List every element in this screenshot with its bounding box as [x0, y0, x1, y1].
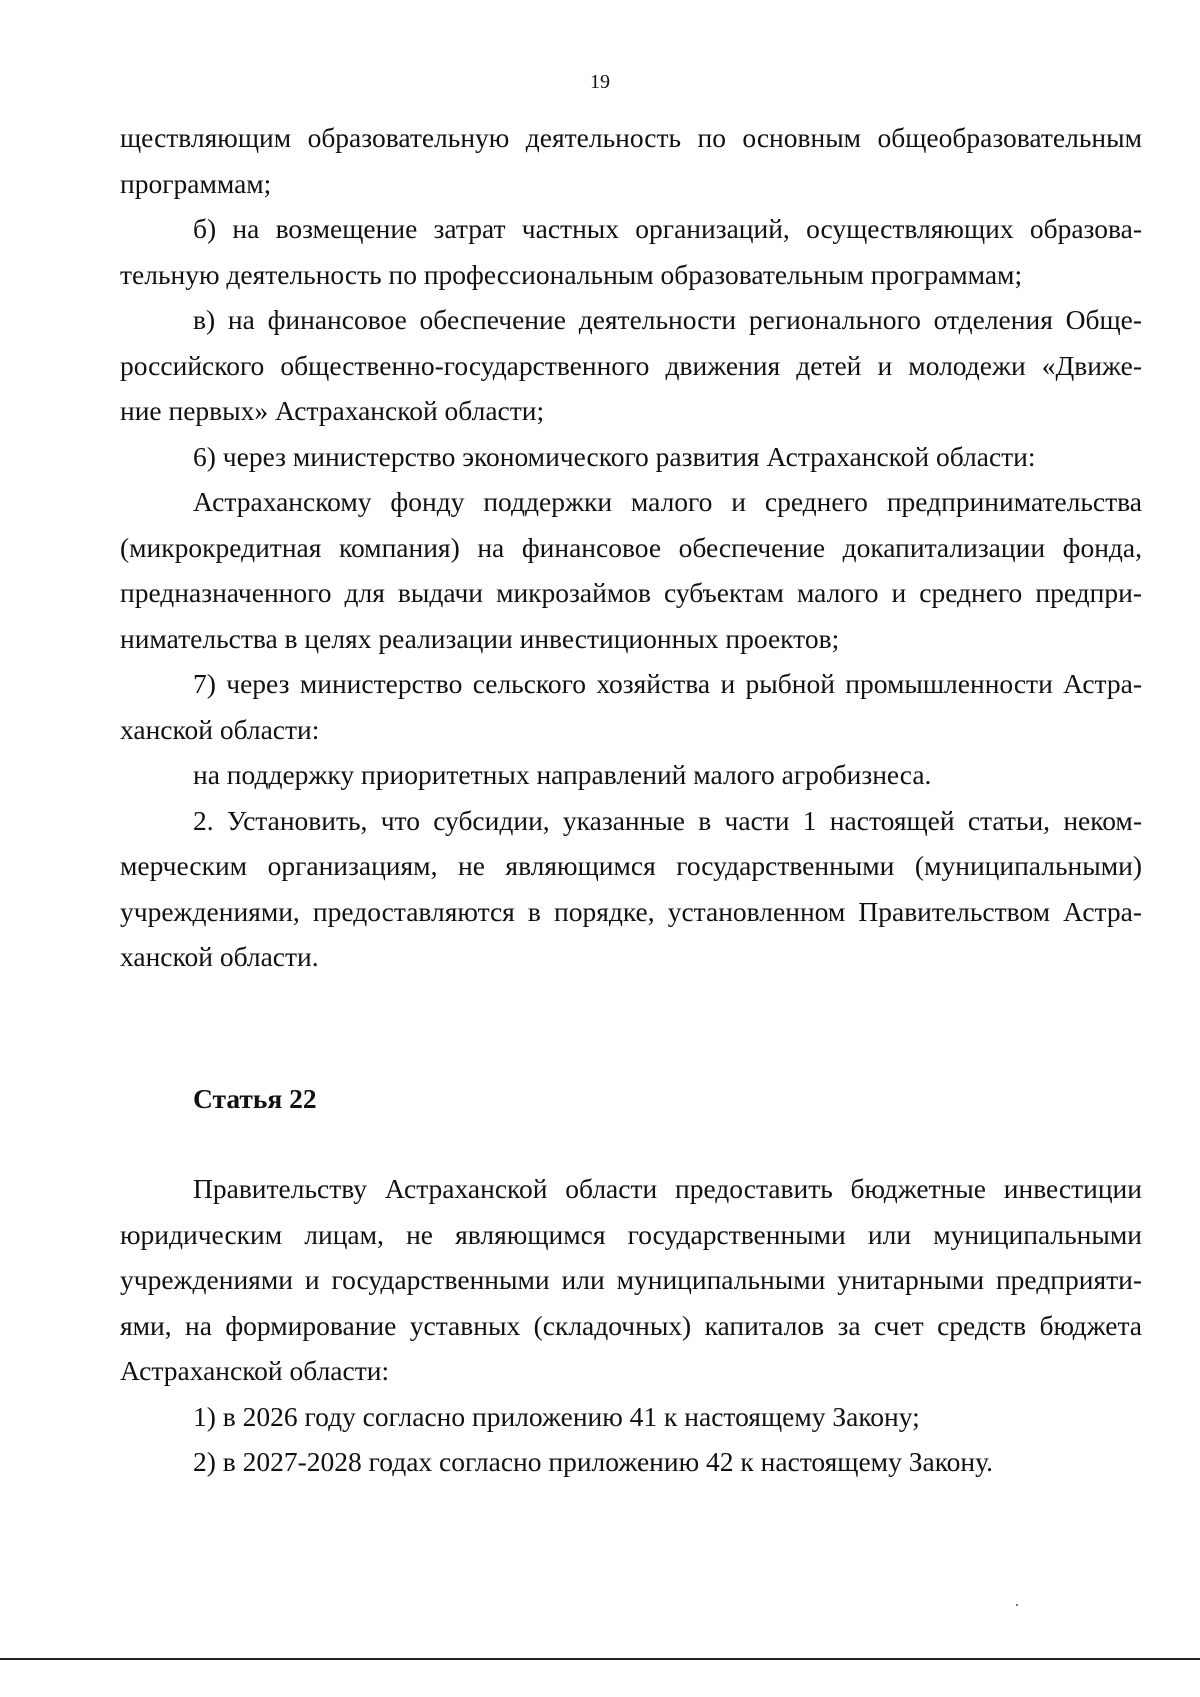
- text-line: 7) через министерство сельского хозяйства и рыбной промышленности Астра-: [193, 668, 1142, 699]
- text-line: 2. Установить, что субсидии, указанные в части 1 настоящей статьи, неком-: [193, 805, 1142, 836]
- text-line: б) на возмещение затрат частных организаций, осуществляющих образова-: [193, 213, 1142, 244]
- text-line: ханской области:: [120, 714, 320, 745]
- text-line: юридическим лицам, не являющимся государственными или муниципальными: [120, 1219, 1142, 1250]
- text-line: ями, на формирование уставных (складочных) капиталов за счет средств бюджета: [120, 1310, 1142, 1341]
- text-line: 2) в 2027-2028 годах согласно приложению 42 к настоящему Закону.: [193, 1446, 993, 1477]
- text-line: (микрокредитная компания) на финансовое обеспечение докапитализации фонда,: [120, 532, 1142, 563]
- text-line: Астраханской области:: [120, 1355, 390, 1386]
- footer-rule: [0, 1658, 1200, 1660]
- text-line: предназначенного для выдачи микрозаймов субъектам малого и среднего предпри-: [120, 577, 1142, 608]
- text-line: Астраханскому фонду поддержки малого и среднего предпринимательства: [193, 486, 1142, 517]
- text-line: нимательства в целях реализации инвестиционных проектов;: [120, 623, 840, 654]
- text-line: ществляющим образовательную деятельность по основным общеобразовательным: [120, 122, 1142, 153]
- text-line: в) на финансовое обеспечение деятельности регионального отделения Обще-: [193, 304, 1142, 335]
- text-line: программам;: [120, 168, 272, 199]
- text-line: ние первых» Астраханской области;: [120, 395, 545, 426]
- text-line: 6) через министерство экономического развития Астраханской области:: [193, 441, 1036, 472]
- article-heading: Статья 22: [193, 1083, 317, 1114]
- text-line: российского общественно-государственного движения детей и молодежи «Движе-: [120, 350, 1142, 381]
- page-number: 19: [590, 71, 610, 93]
- text-line: Правительству Астраханской области предоставить бюджетные инвестиции: [193, 1173, 1142, 1204]
- text-line: учреждениями, предоставляются в порядке, установленном Правительством Астра-: [120, 896, 1142, 927]
- text-line: на поддержку приоритетных направлений малого агробизнеса.: [193, 759, 932, 790]
- text-line: мерческим организациям, не являющимся государственными (муниципальными): [120, 850, 1142, 881]
- text-line: учреждениями и государственными или муниципальными унитарными предприяти-: [120, 1264, 1142, 1295]
- scan-speck: [1016, 1604, 1018, 1606]
- text-line: 1) в 2026 году согласно приложению 41 к настоящему Закону;: [193, 1401, 920, 1432]
- text-line: ханской области.: [120, 941, 319, 972]
- text-line: тельную деятельность по профессиональным образовательным программам;: [120, 259, 1023, 290]
